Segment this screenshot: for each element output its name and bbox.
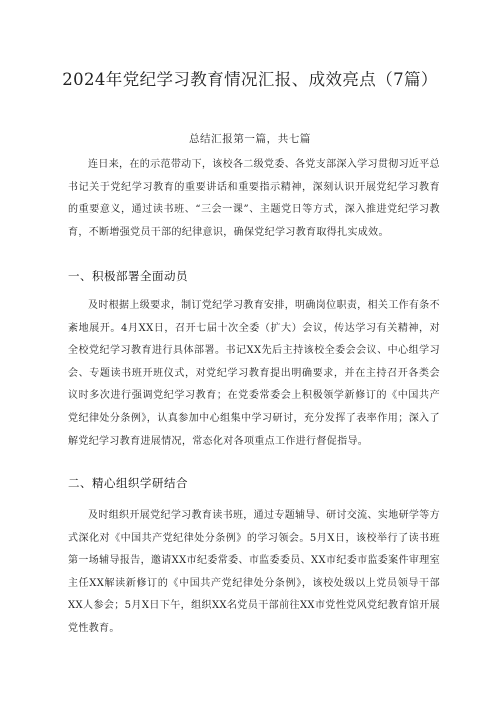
document-title: 2024年党纪学习教育情况汇报、成效亮点（7篇） bbox=[62, 70, 438, 89]
document-subtitle: 总结汇报第一篇，共七篇 bbox=[188, 133, 312, 145]
section-text: 及时组织开展党纪学习教育读书班，通过专题辅导、研讨交流、实地研学等方式深化对《中国共产党纪律处分条例》的学习领会。5月X日，该校举行了读书班第一场辅导报告，邀请XX市纪委常委、市监委委员、XX市纪委市监委案件审理室主任XX解读新修订的《中国共产党纪律处分条例》，该校处级以上党员领导干部XX人参会；5月X日下午，组织XX名党员干部前往XX市党性党风党纪教育馆开展党性教育。 bbox=[68, 510, 440, 634]
section-heading: 一、积极部署全面动员 bbox=[68, 269, 188, 283]
section-heading: 二、精心组织学研结合 bbox=[68, 476, 188, 490]
section-paragraph bbox=[68, 295, 440, 453]
intro-text: 连日来，在的示范带动下，该校各二级党委、各党支部深入学习贯彻习近平总书记关于党纪学习教育的重要讲话和重要指示精神，深刻认识开展党纪学习教育的重要意义，通过读书班、“三会一课”、主题党日等方式，深入推进党纪学习教育，不断增强党员干部的纪律意识，确保党纪学习教育取得扎实成效。 bbox=[68, 159, 440, 238]
section-text: 及时根据上级要求，制订党纪学习教育安排，明确岗位职责，相关工作有条不紊地展开。4月XX日，召开七届十次全委（扩大）会议，传达学习有关精神，对全校党纪学习教育进行具体部署。书记XX先后主持该校全委会会议、中心组学习会、专题读书班开班仪式，对党纪学习教育提出明确要求，并在主持召开各类会议时多次进行强调党纪学习教育；在党委常委会上积极领学新修订的《中国共产党纪律处分条例》，认真参加中心组集中学习研讨，充分发挥了表率作用；深入了解党纪学习教育进展情况，常态化对各项重点工作进行督促指导。 bbox=[68, 300, 440, 447]
intro-paragraph bbox=[68, 154, 440, 244]
section-paragraph bbox=[68, 505, 440, 641]
